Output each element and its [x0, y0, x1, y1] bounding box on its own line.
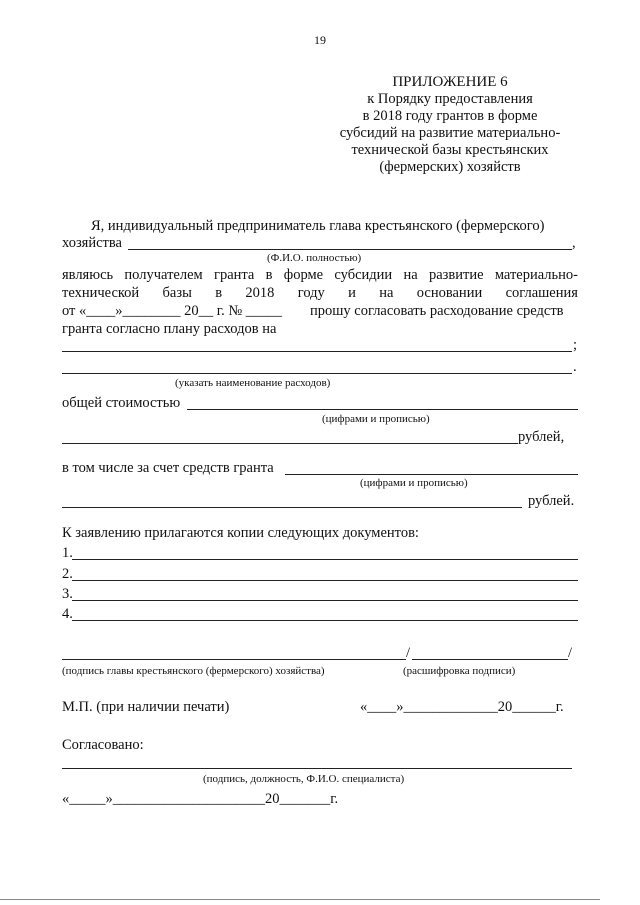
- semicolon: ;: [573, 337, 578, 353]
- word: соглашения: [505, 285, 578, 301]
- attachment-line-1[interactable]: [72, 559, 578, 560]
- rubles-2: рублей.: [528, 493, 575, 509]
- total-cost-line[interactable]: [187, 409, 578, 410]
- approval-line[interactable]: [62, 768, 572, 769]
- period: .: [573, 359, 577, 375]
- word: на: [379, 285, 394, 301]
- attachment-number: 2.: [62, 566, 73, 582]
- attachments-heading: К заявлению прилагаются копии следующих документов:: [62, 525, 419, 541]
- word: и: [348, 285, 356, 301]
- caption-expenses: (указать наименование расходов): [175, 377, 331, 389]
- caption-approval: (подпись, должность, Ф.И.О. специалиста): [203, 773, 405, 785]
- attachment-line-4[interactable]: [72, 620, 578, 621]
- agreement-basis-text: [62, 285, 578, 302]
- attachment-number: 3.: [62, 586, 73, 602]
- expense-line-1[interactable]: [62, 351, 572, 352]
- word: основании: [416, 285, 483, 301]
- grant-funds-line[interactable]: [285, 474, 578, 475]
- grant-recipient-text: являюсь получателем гранта в форме субсидии на развитие материально-: [62, 267, 578, 283]
- signature-date[interactable]: «____»_____________20______г.: [360, 699, 564, 715]
- attachment-number: 4.: [62, 606, 73, 622]
- appendix-line: в 2018 году грантов в форме: [362, 108, 538, 124]
- appendix-title: ПРИЛОЖЕНИЕ 6: [392, 74, 508, 90]
- farm-label: хозяйства: [62, 235, 122, 251]
- scan-edge-line: [0, 899, 600, 900]
- caption-figures-2: (цифрами и прописью): [360, 477, 468, 489]
- grant-funds-label: в том числе за счет средств гранта: [62, 460, 274, 476]
- attachment-line-2[interactable]: [72, 580, 578, 581]
- grant-funds-words-line[interactable]: [62, 507, 522, 508]
- caption-fio: (Ф.И.О. полностью): [267, 252, 362, 264]
- caption-figures-1: (цифрами и прописью): [322, 413, 430, 425]
- expense-plan-text: гранта согласно плану расходов на: [62, 321, 277, 337]
- word: в: [215, 285, 223, 301]
- word: технической: [62, 285, 140, 301]
- total-cost-words-line[interactable]: [62, 443, 518, 444]
- word: базы: [162, 285, 192, 301]
- slash-end: /: [568, 645, 573, 661]
- approved-label: Согласовано:: [62, 737, 144, 753]
- comma: ,: [572, 235, 576, 251]
- request-text: прошу согласовать расходование средств: [310, 303, 564, 319]
- appendix-block: [330, 74, 570, 176]
- word: 2018: [245, 285, 275, 301]
- fio-field-line[interactable]: [128, 249, 572, 250]
- appendix-line: (фермерских) хозяйств: [379, 159, 521, 175]
- agreement-date-number: от «____»________ 20__ г. № _____: [62, 303, 283, 319]
- signature-decode-line[interactable]: [412, 659, 568, 660]
- word: году: [297, 285, 325, 301]
- attachment-number: 1.: [62, 545, 73, 561]
- attachment-line-3[interactable]: [72, 600, 578, 601]
- approval-date[interactable]: «_____»_____________________20_______г.: [62, 791, 339, 807]
- stamp-label: М.П. (при наличии печати): [62, 699, 230, 715]
- appendix-line: к Порядку предоставления: [367, 91, 533, 107]
- slash-mid: /: [406, 645, 411, 661]
- rubles-1: рублей,: [518, 429, 565, 445]
- caption-decode: (расшифровка подписи): [403, 665, 516, 677]
- applicant-intro: Я, индивидуальный предприниматель глава крестьянского (фермерского): [91, 218, 545, 234]
- expense-line-2[interactable]: [62, 373, 572, 374]
- total-cost-label: общей стоимостью: [62, 395, 181, 411]
- signature-line[interactable]: [62, 659, 406, 660]
- appendix-line: субсидий на развитие материально-: [339, 125, 561, 141]
- page-number: 19: [314, 33, 326, 47]
- caption-signature: (подпись главы крестьянского (фермерского) хозяйства): [62, 665, 325, 677]
- appendix-line: технической базы крестьянских: [351, 142, 549, 158]
